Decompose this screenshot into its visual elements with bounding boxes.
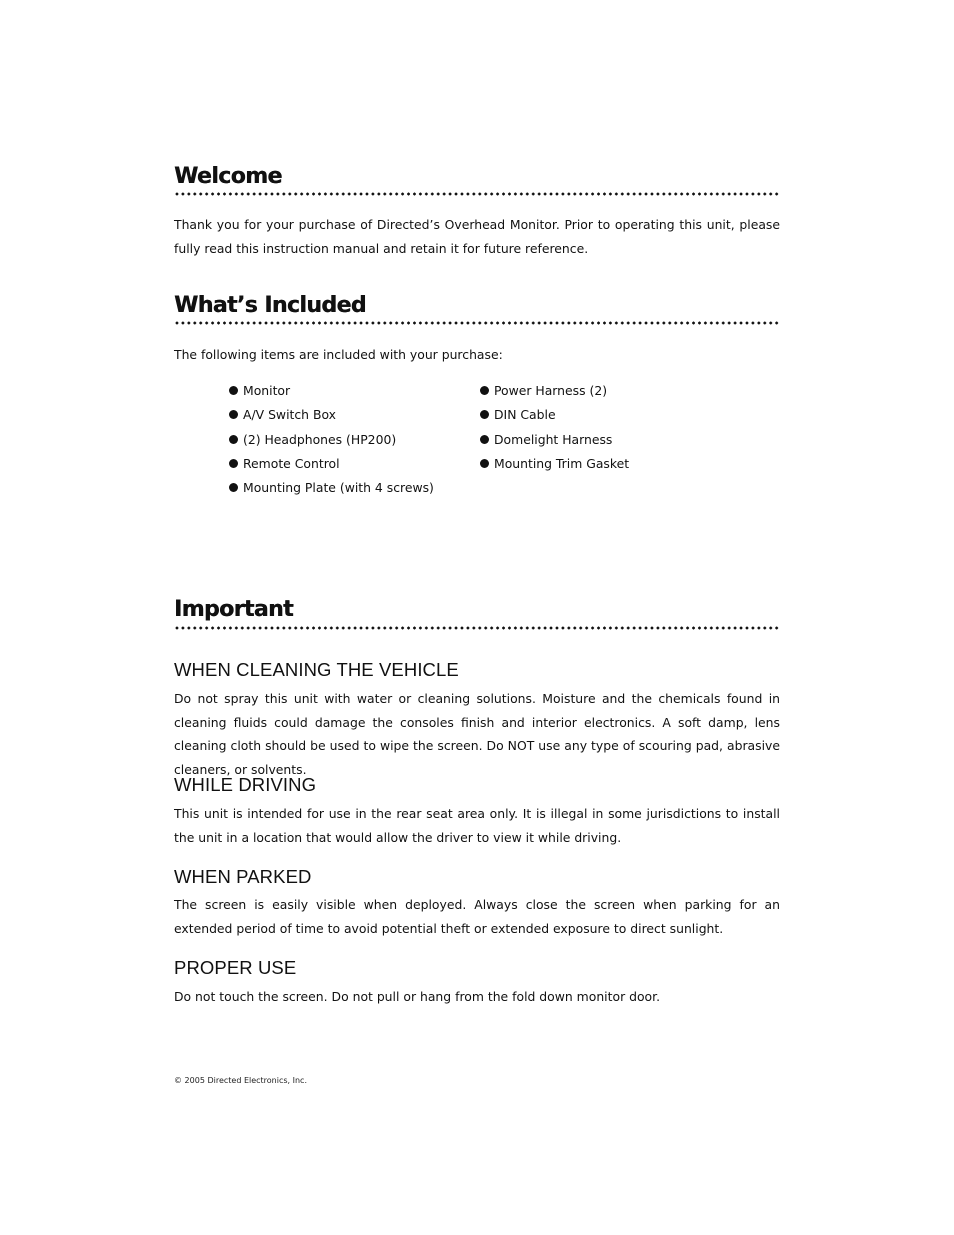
bullet-icon [229, 483, 238, 492]
list-item [480, 456, 629, 480]
bullet-icon [229, 435, 238, 444]
bullet-icon [229, 459, 238, 468]
welcome-title: Welcome [174, 164, 282, 189]
parked-heading: WHEN PARKED [174, 866, 312, 887]
bullet-icon [480, 459, 489, 468]
included-intro: The following items are included with your purchase: [174, 347, 503, 362]
list-item-label: Monitor [243, 383, 291, 398]
list-item-label: Mounting Trim Gasket [494, 455, 630, 471]
bullet-icon [229, 386, 238, 395]
list-item [480, 383, 629, 407]
welcome-divider [174, 192, 781, 196]
proper-use-body: Do not touch the screen. Do not pull or hang from the fold down monitor door. [174, 989, 661, 1004]
important-divider [174, 626, 781, 630]
welcome-body: Thank you for your purchase of Directed’s Overhead Monitor. Prior to operating this unit, please fully read this instruction manual and retain it for future reference. [174, 217, 780, 256]
list-item [229, 407, 434, 431]
included-title: What’s Included [174, 293, 366, 318]
list-item-label: Power Harness (2) [494, 383, 608, 398]
bullet-icon [480, 435, 489, 444]
list-item [480, 432, 629, 456]
list-item-label: (2) Headphones (HP200) [243, 431, 397, 447]
parked-body: The screen is easily visible when deployed. Always close the screen when parking for an extended period of time to avoid potential theft or extended exposure to direct sunlight. [174, 897, 780, 936]
list-item [229, 456, 434, 480]
list-item [480, 407, 629, 431]
driving-heading: WHILE DRIVING [174, 774, 317, 795]
proper-use-heading: PROPER USE [174, 957, 297, 978]
included-divider [174, 321, 781, 325]
list-item-label: A/V Switch Box [243, 407, 337, 423]
included-list-right [480, 383, 629, 480]
list-item-label: Mounting Plate (with 4 screws) [243, 480, 434, 496]
list-item-label: DIN Cable [494, 407, 556, 423]
bullet-icon [229, 410, 238, 419]
bullet-icon [480, 386, 489, 395]
important-title: Important [174, 597, 293, 622]
copyright-notice: © 2005 Directed Electronics, Inc. [174, 1076, 307, 1085]
cleaning-heading: WHEN CLEANING THE VEHICLE [174, 659, 459, 680]
list-item [229, 480, 434, 504]
driving-body: This unit is intended for use in the rear seat area only. It is illegal in some jurisdictions to install the unit in a location that would allow the driver to view it while driving. [174, 806, 780, 845]
bullet-icon [480, 410, 489, 419]
list-item [229, 383, 434, 407]
included-list-left [229, 383, 434, 504]
list-item-label: Remote Control [243, 455, 340, 471]
cleaning-body: Do not spray this unit with water or cleaning solutions. Moisture and the chemicals found in cleaning fluids could damage the consoles finish and interior electronics. A soft damp, lens cleaning cloth should be used to wipe the screen. Do NOT use any type of scouring pad, abrasive cleaners, or solvents. [174, 691, 780, 778]
list-item [229, 432, 434, 456]
list-item-label: Domelight Harness [494, 431, 613, 447]
